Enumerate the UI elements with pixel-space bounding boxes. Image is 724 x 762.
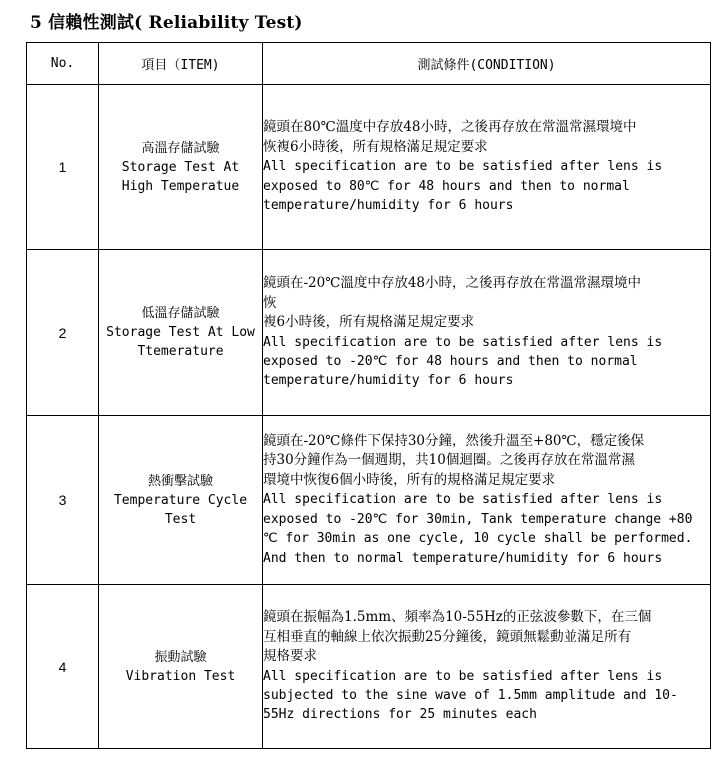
condition-en-line: temperature/humidity for 6 hours bbox=[263, 198, 514, 214]
condition-zh-line: 鏡頭在-20℃條件下保持30分鐘，然後升溫至+80℃，穩定後保 bbox=[263, 433, 645, 450]
condition-en-line: temperature/humidity for 6 hours bbox=[263, 373, 514, 389]
condition-zh-line: 鏡頭在-20℃溫度中存放48小時，之後再存放在常溫常濕環境中 bbox=[263, 275, 642, 292]
header-no: No. bbox=[27, 43, 99, 85]
condition-en-line: All specification are to be satisfied after lens is bbox=[263, 668, 663, 684]
condition-zh-line: 持30分鐘作為一個週期，共10個迴圈。之後再存放在常溫常濕 bbox=[263, 452, 635, 469]
table-row bbox=[27, 416, 711, 585]
row-number: 4 bbox=[27, 585, 99, 749]
condition-en-line: And then to normal temperature/humidity for 6 hours bbox=[263, 550, 663, 566]
condition-zh-line: 恢 bbox=[263, 294, 277, 311]
test-condition bbox=[263, 416, 711, 585]
table-header-row bbox=[27, 43, 711, 85]
condition-en-line: subjected to the sine wave of 1.5mm amplitude and 10- bbox=[263, 687, 678, 703]
item-name-en: Vibration Test bbox=[125, 668, 236, 684]
test-item bbox=[99, 585, 263, 749]
item-name-en: Test bbox=[164, 511, 197, 527]
test-condition bbox=[263, 585, 711, 749]
condition-zh-line: 規格要求 bbox=[263, 648, 317, 665]
condition-en-line: exposed to -20℃ for 48 hours and then to normal bbox=[263, 353, 638, 369]
condition-en-line: All specification are to be satisfied after lens is bbox=[263, 492, 663, 508]
test-condition bbox=[263, 250, 711, 416]
item-name-zh: 低溫存儲試驗 bbox=[141, 306, 220, 321]
row-number: 1 bbox=[27, 85, 99, 250]
row-number: 2 bbox=[27, 250, 99, 416]
table-row bbox=[27, 585, 711, 749]
item-name-en: Storage Test At bbox=[121, 159, 240, 175]
test-item bbox=[99, 250, 263, 416]
item-name-en: High Temperatue bbox=[121, 178, 240, 194]
condition-zh-line: 複6小時後，所有規格滿足規定要求 bbox=[263, 314, 475, 331]
row-number: 3 bbox=[27, 416, 99, 585]
test-condition bbox=[263, 85, 711, 250]
item-name-en: Ttemerature bbox=[137, 344, 224, 359]
condition-en-line: ℃ for 30min as one cycle, 10 cycle shall be performed. bbox=[263, 531, 693, 547]
condition-zh-line: 鏡頭在振幅為1.5mm、頻率為10-55Hz的正弦波參數下，在三個 bbox=[263, 609, 652, 626]
table-row bbox=[27, 85, 711, 250]
item-name-en: Temperature Cycle bbox=[113, 492, 248, 508]
table-row bbox=[27, 250, 711, 416]
header-condition: 測試條件(CONDITION) bbox=[263, 43, 711, 85]
condition-en-line: 55Hz directions for 25 minutes each bbox=[263, 707, 537, 723]
condition-zh-line: 互相垂直的軸線上依次振動25分鐘後，鏡頭無鬆動並滿足所有 bbox=[263, 628, 632, 645]
header-item: 項目（ITEM) bbox=[99, 43, 263, 85]
section-title: 5 信賴性測試( Reliability Test) bbox=[30, 13, 303, 33]
item-name-zh: 高溫存儲試驗 bbox=[141, 140, 220, 156]
condition-zh-line: 鏡頭在80℃溫度中存放48小時，之後再存放在常溫常濕環境中 bbox=[263, 119, 637, 136]
condition-en-line: All specification are to be satisfied after lens is bbox=[263, 334, 663, 350]
condition-zh-line: 恢複6小時後，所有規格滿足規定要求 bbox=[263, 138, 488, 155]
condition-zh-line: 環境中恢復6個小時後，所有的規格滿足規定要求 bbox=[263, 471, 556, 488]
item-name-zh: 熱衝擊試驗 bbox=[147, 473, 213, 489]
condition-en-line: All specification are to be satisfied after lens is bbox=[263, 159, 663, 175]
condition-en-line: exposed to -20℃ for 30min, Tank temperature change +80 bbox=[263, 511, 693, 527]
reliability-test-table bbox=[26, 42, 711, 749]
item-name-zh: 振動試驗 bbox=[154, 649, 207, 665]
item-name-en: Storage Test At Low bbox=[106, 325, 255, 340]
test-item bbox=[99, 85, 263, 250]
condition-en-line: exposed to 80℃ for 48 hours and then to normal bbox=[263, 178, 630, 194]
test-item bbox=[99, 416, 263, 585]
